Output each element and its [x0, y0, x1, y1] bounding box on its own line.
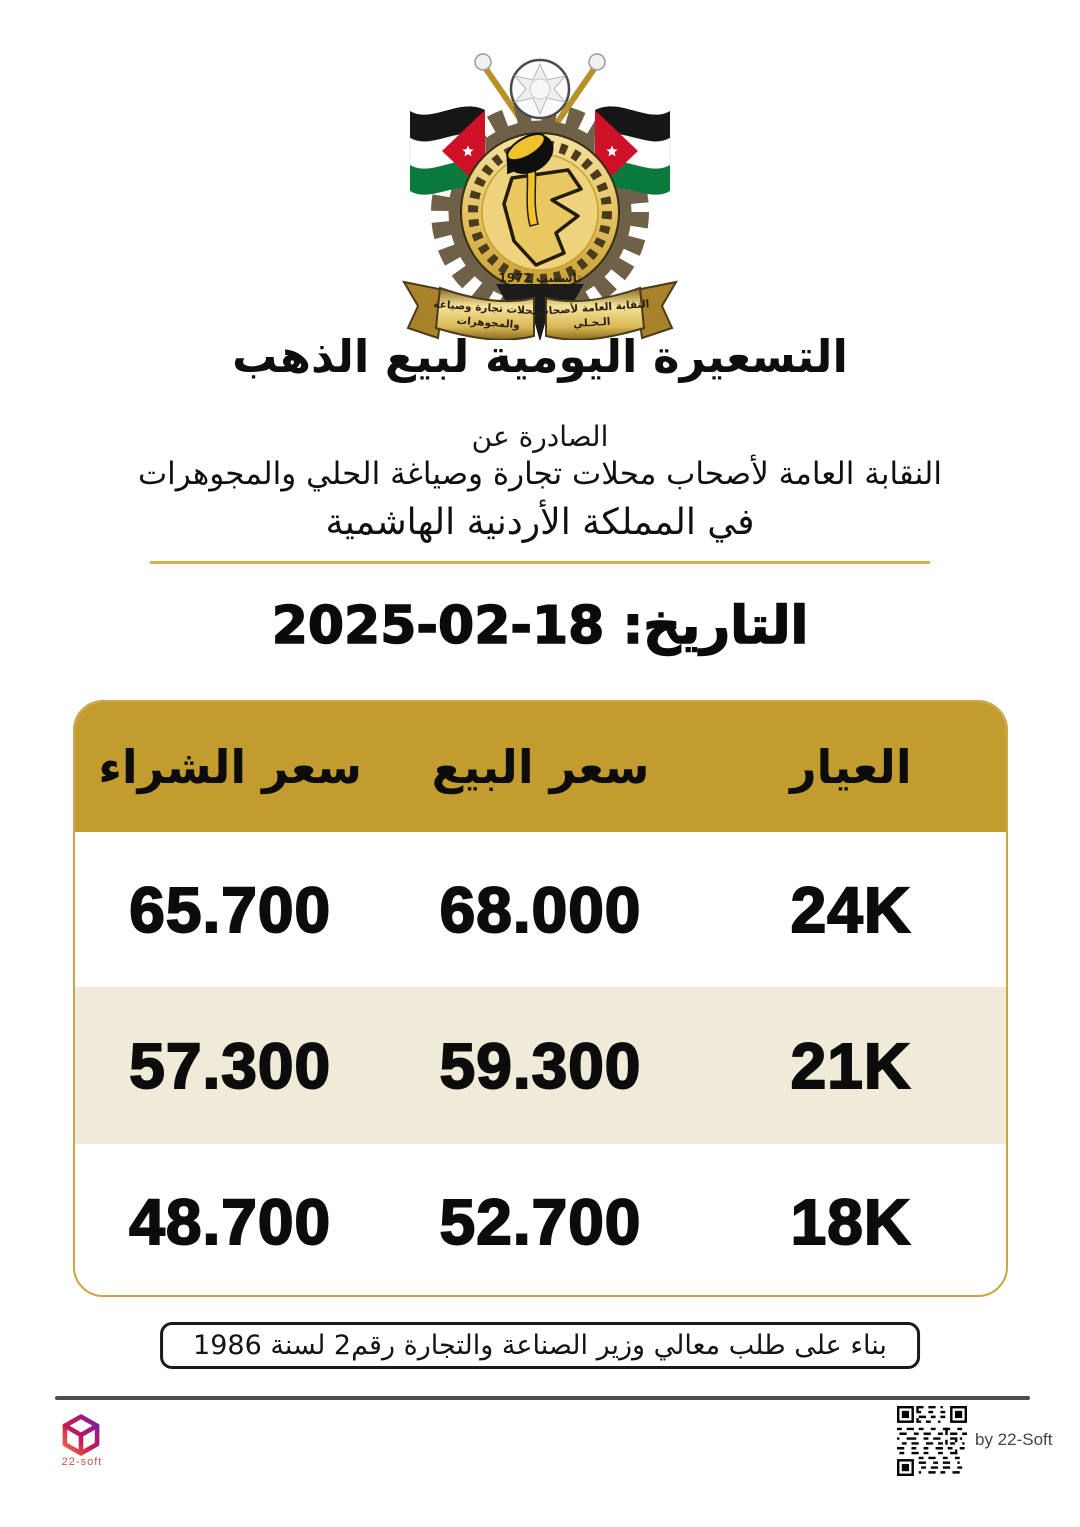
kingdom-line: في المملكة الأردنية الهاشمية: [325, 502, 755, 543]
column-header-buy-price: سعر الشراء: [98, 740, 362, 794]
karat-value: 18K: [790, 1185, 912, 1258]
issued-by-label: الصادرة عن: [471, 420, 609, 453]
page-title: التسعيرة اليومية لبيع الذهب: [232, 330, 848, 383]
date-line: [0, 596, 1080, 656]
founded-year-text: تأسست 1972: [498, 271, 582, 285]
syndicate-name-line: النقابة العامة لأصحاب محلات تجارة وصياغة الحلي والمجوهرات: [137, 456, 942, 492]
table-row-18k: [75, 1144, 1006, 1297]
date-value: 18-02-2025: [271, 596, 605, 656]
qr-credit: by 22-Soft: [975, 1430, 1053, 1449]
buy-price-value: 48.700: [129, 1185, 332, 1258]
buy-price-value: 65.700: [129, 873, 332, 946]
footer-divider: [55, 1396, 1030, 1400]
qr-code: [897, 1406, 967, 1476]
ribbon-right-line2: الـحـلي: [572, 315, 611, 331]
table-row-24k: [75, 832, 1006, 987]
table-row-21k: [75, 987, 1006, 1144]
sell-price-value: 59.300: [439, 1029, 642, 1102]
ribbon-right-line1: النقابة العامة لأصحاب: [537, 298, 650, 318]
sell-price-value: 68.000: [439, 873, 642, 946]
gold-price-table: [73, 700, 1008, 1297]
company-cube-logo: [58, 1412, 104, 1458]
table-header-row: [75, 702, 1006, 832]
karat-value: 24K: [790, 873, 912, 946]
column-header-sell-price: سعر البيع: [431, 740, 650, 794]
syndicate-logo: [380, 40, 700, 340]
ribbon-left-line2: والمجوهرات: [456, 314, 521, 332]
sell-price-value: 52.700: [439, 1185, 642, 1258]
buy-price-value: 57.300: [129, 1029, 332, 1102]
ribbon-left-line1: محلات تجارة وصياغة: [432, 298, 540, 318]
karat-value: 21K: [790, 1029, 912, 1102]
diamond-gem: [511, 60, 569, 118]
gold-divider: [150, 561, 930, 564]
date-label: التاريخ:: [622, 596, 809, 656]
company-brand-label: 22-soft: [61, 1456, 103, 1468]
ministry-note: بناء على طلب معالي وزير الصناعة والتجارة رقم2 لسنة 1986: [160, 1322, 920, 1369]
column-header-karat: العيار: [790, 740, 912, 794]
